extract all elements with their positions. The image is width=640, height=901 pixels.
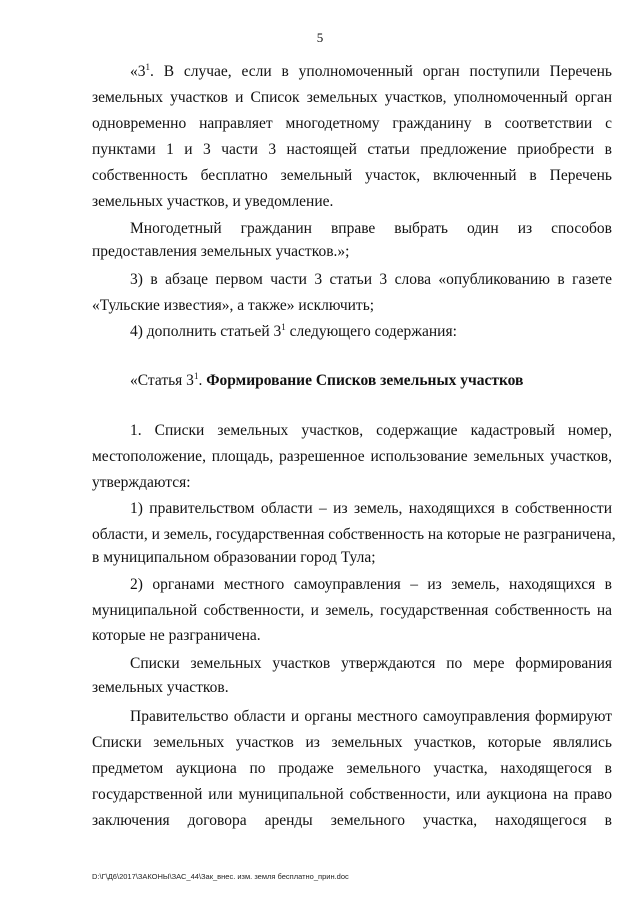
text-line: предоставления земельных участков.»; [92, 243, 350, 260]
text-line: Списки земельных участков утверждаются по мере формирования [130, 655, 612, 672]
page-number: 5 [316, 30, 324, 45]
text-line: в муниципальном образовании город Тула; [92, 549, 376, 566]
text-line: Списки земельных участков из земельных участков, которые являлись [92, 734, 612, 751]
text-line: государственной или муниципальной собственности, или аукциона на право [92, 786, 612, 803]
text-line: пунктами 1 и 3 части 3 настоящей статьи предложение приобрести в [92, 141, 612, 158]
text-line: земельных участков, и уведомление. [92, 193, 334, 210]
text-line: 2) органами местного самоуправления – из земель, находящихся в [130, 576, 612, 593]
text-line: Правительство области и органы местного самоуправления формируют [130, 708, 612, 725]
text-line: «$3^1$. В случае, если в уполномоченный орган поступили Перечень [130, 62, 612, 80]
text-line: заключения договора аренды земельного участка, находящегося в [92, 812, 612, 829]
text-line: 4) дополнить статьей $3^1$ следующего содержания: [130, 322, 457, 340]
article-title: Формирование Списков земельных участков [206, 372, 524, 389]
text-line: земельных участков. [92, 679, 229, 696]
text-line: 1) правительством области – из земель, находящихся в собственности [130, 500, 612, 517]
text-line: Многодетный гражданин вправе выбрать один из способов [130, 220, 612, 237]
article-heading: «Статья $3^1$. Формирование Списков земельных участков [130, 371, 524, 389]
text-line: которые не разграничена. [92, 627, 261, 644]
text-line: земельных участков и Список земельных участков, уполномоченный орган [92, 89, 612, 106]
text-line: местоположение, площадь, разрешенное использование земельных участков, [92, 448, 612, 465]
text-line: области, и земель, государственная собственность на которые не разграничена, [92, 526, 616, 543]
text-line: собственность бесплатно земельный участок, включенный в Перечень [92, 167, 612, 184]
text-line: «Тульские известия», а также» исключить; [92, 297, 375, 314]
text-line: 1. Списки земельных участков, содержащие кадастровый номер, [130, 422, 612, 439]
text-line: одновременно направляет многодетному гражданину в соответствии с [92, 115, 612, 132]
file-path-footer: D:\Г\Д6\2017\ЗАКОНЫ\ЗАС_44\Зак_внес. изм. земля бесплатно_прин.doc [92, 872, 349, 881]
text-line: муниципальной собственности, и земель, государственная собственность на [92, 602, 612, 619]
text-line: утверждаются: [92, 474, 191, 491]
text-line: предметом аукциона по продаже земельного участка, находящегося в [92, 760, 612, 777]
text-line: 3) в абзаце первом части 3 статьи 3 слова «опубликованию в газете [130, 271, 612, 288]
